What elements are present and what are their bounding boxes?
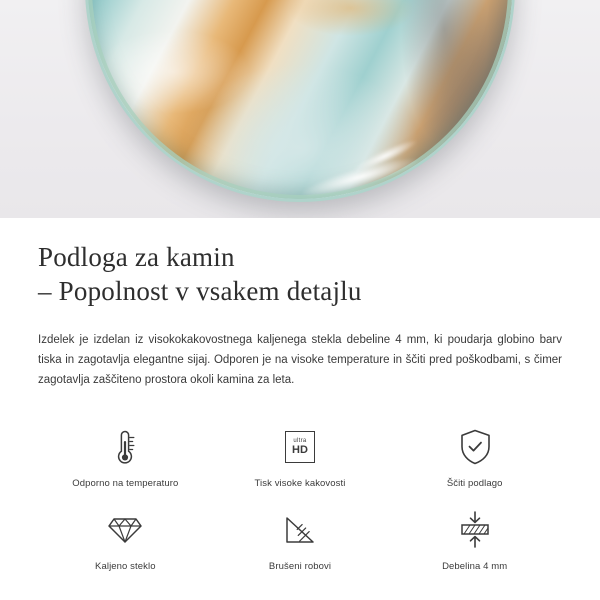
feature-label: Kaljeno steklo: [95, 561, 156, 572]
description-paragraph: Izdelek je izdelan iz visokokakovostnega kaljenega stekla debeline 4 mm, ki poudarja globino barv tiska in zagotavlja elegantne sijaj. Odporen je na visoke temperature in ščiti pred poškodbami, s čimer zagotavlja zaščiteno prostora okoli kamina za leta.: [38, 334, 562, 386]
ultra-hd-badge-bottom: HD: [292, 444, 308, 456]
content-area: [0, 218, 600, 572]
hero-image: [0, 0, 600, 218]
feature-label: Debelina 4 mm: [442, 561, 508, 572]
feature-item: [38, 424, 213, 489]
round-glass-plate: [85, 0, 515, 202]
page-title-line-2: – Popolnost v vsakem detajlu: [38, 276, 362, 306]
feature-grid: [38, 424, 562, 572]
thermometer-icon: [112, 424, 138, 470]
feature-item: [387, 507, 562, 572]
shield-check-icon: [458, 424, 492, 470]
feature-item: [213, 424, 388, 489]
feature-label: Odporno na temperaturo: [72, 478, 179, 489]
feature-item: [213, 507, 388, 572]
feature-label: Tisk visoke kakovosti: [254, 478, 346, 489]
thickness-arrows-icon: [458, 507, 492, 553]
feature-label: Brušeni robovi: [268, 561, 332, 572]
page-title-line-1: Podloga za kamin: [38, 242, 235, 272]
ultra-hd-icon: [285, 424, 315, 470]
ultra-hd-badge-top: ultra: [293, 438, 307, 444]
feature-label: Ščiti podlago: [446, 478, 503, 489]
page-title: [38, 218, 562, 308]
diamond-icon: [107, 507, 143, 553]
feature-item: [387, 424, 562, 489]
polished-edges-icon: [283, 507, 317, 553]
feature-item: [38, 507, 213, 572]
